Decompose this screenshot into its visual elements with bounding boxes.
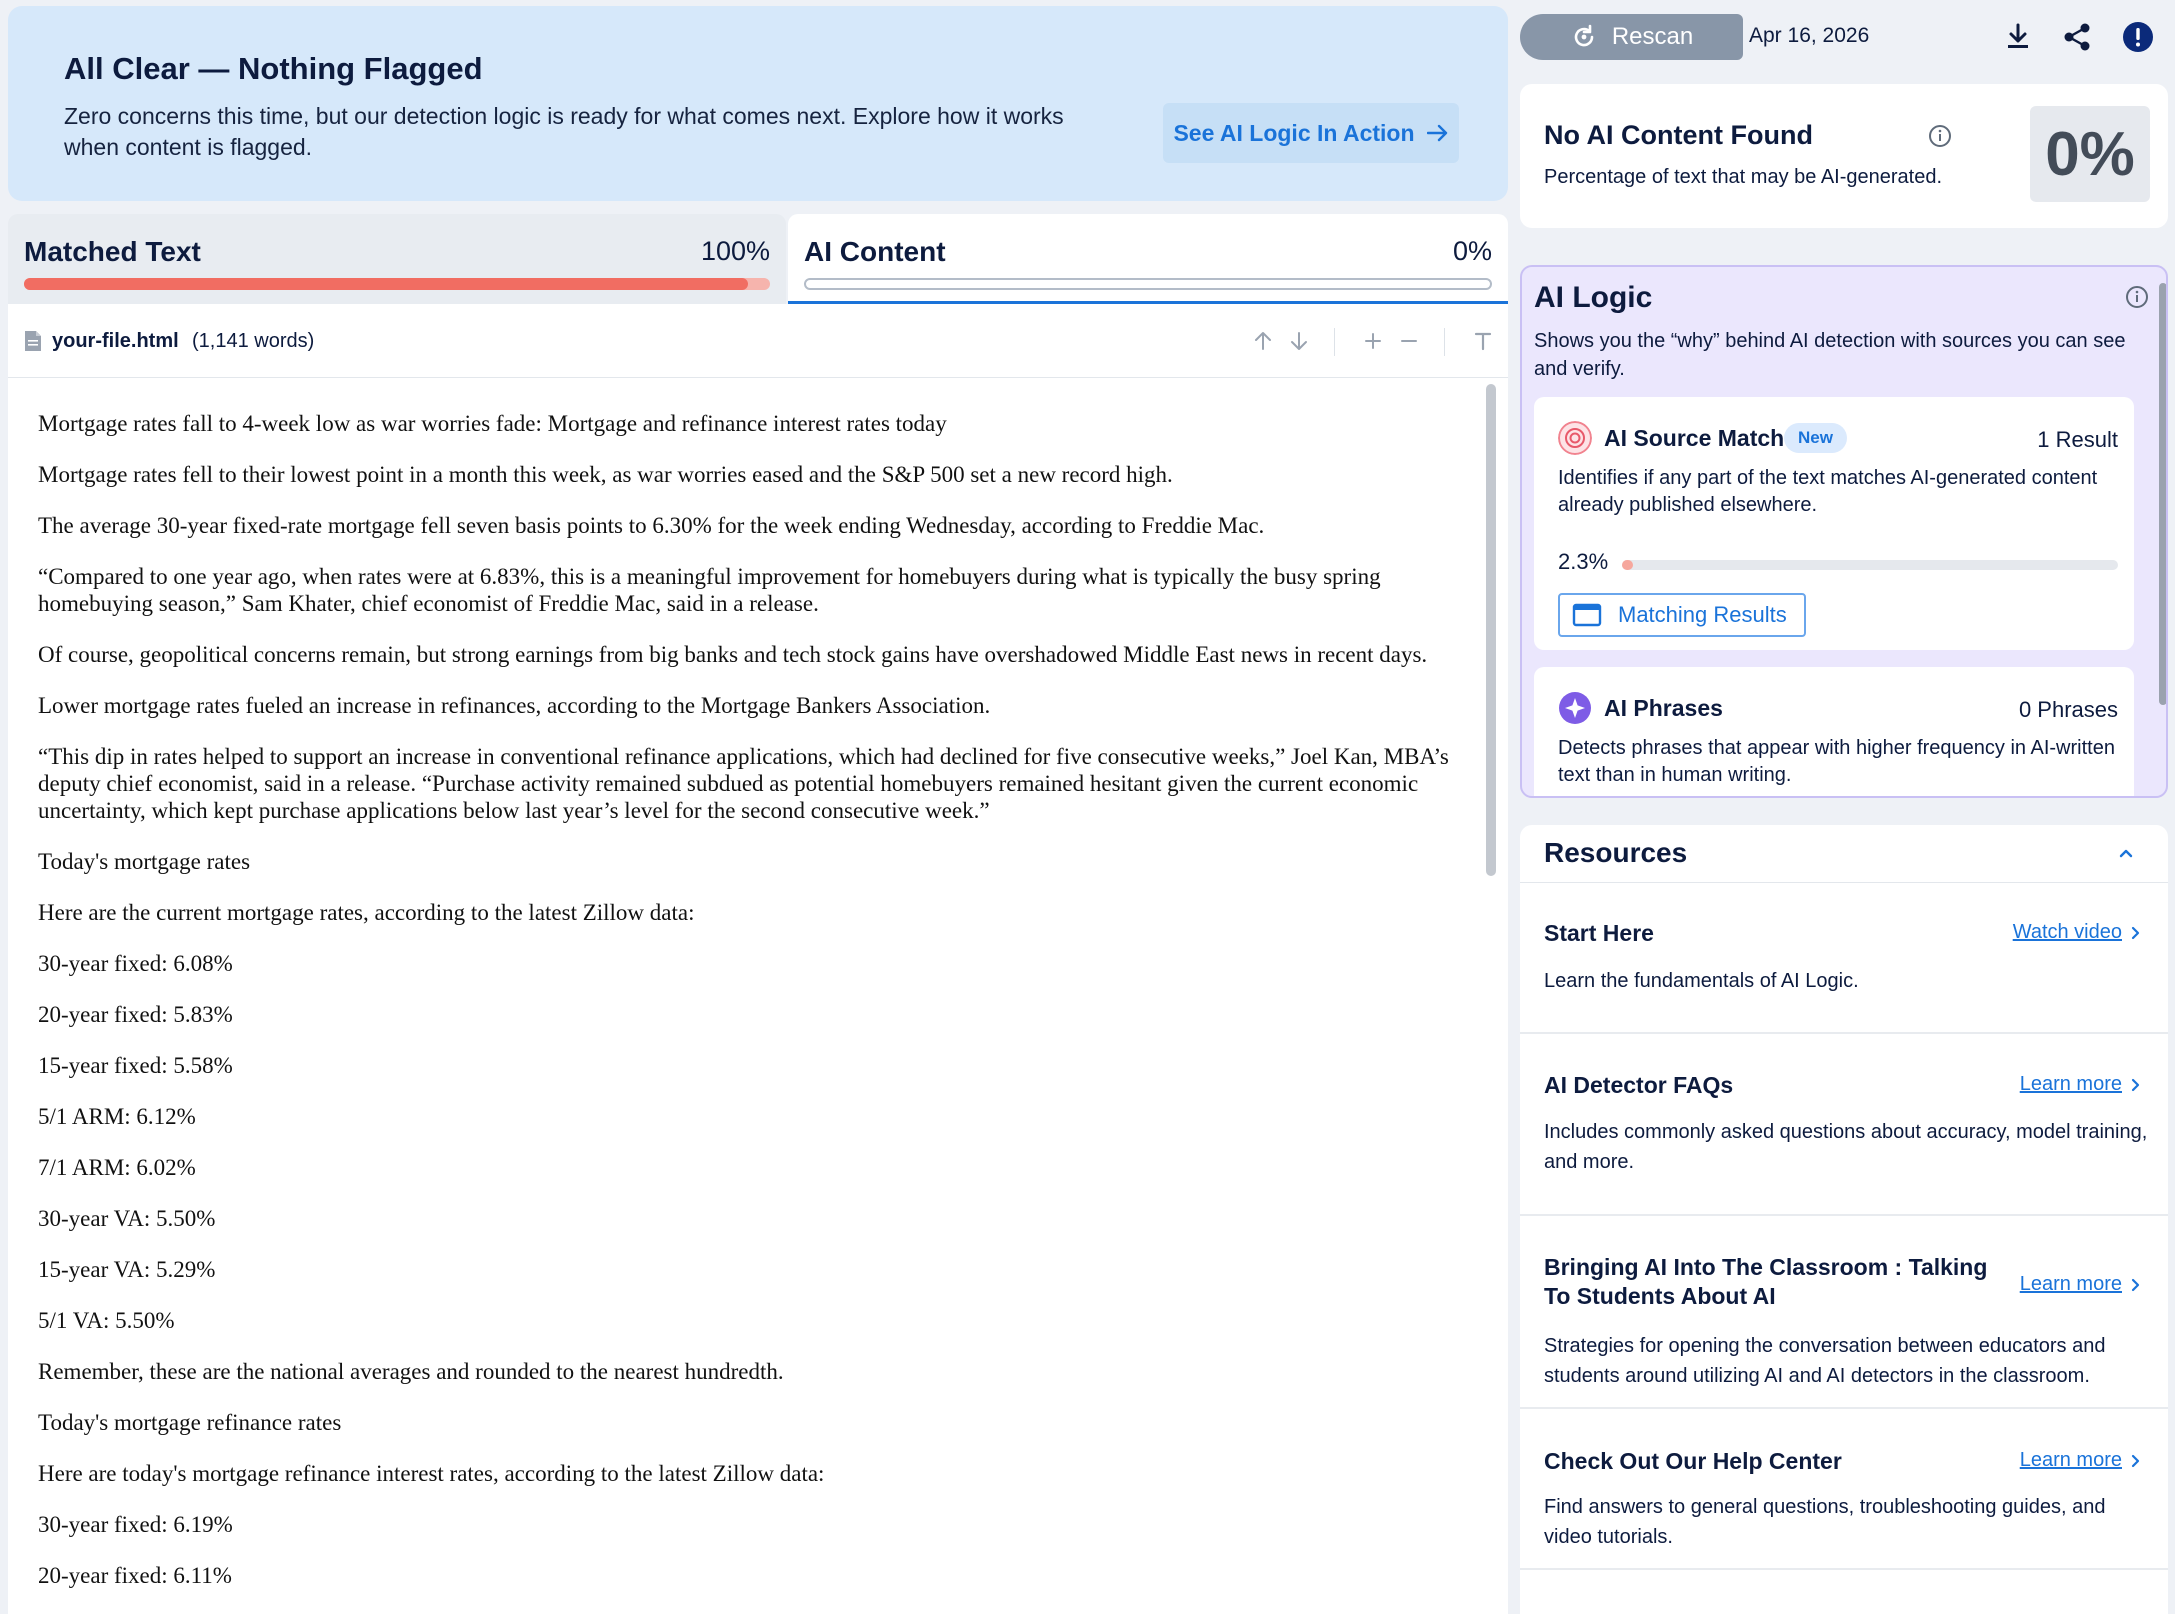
text-format-icon[interactable] <box>1470 328 1496 354</box>
toolbar-divider <box>1444 328 1445 356</box>
tab-matched-text[interactable] <box>8 214 786 304</box>
share-icon[interactable] <box>2060 20 2094 54</box>
resource-item <box>1520 1217 2168 1409</box>
document-paragraph: 30-year fixed: 6.19% <box>38 1512 233 1537</box>
matching-results-button[interactable] <box>1558 593 1806 637</box>
chevron-up-icon[interactable] <box>2114 841 2138 865</box>
source-match-title: AI Source Match <box>1604 425 1785 451</box>
chevron-right-icon <box>2130 925 2142 941</box>
summary-title: No AI Content Found <box>1544 120 1813 150</box>
document-paragraph: “Compared to one year ago, when rates were at 6.83%, this is a meaningful improvement for homebuyers during what is typically the busy spring homebuying season,” Sam Khater, chief economist of Freddie Mac, said in a release. <box>38 564 1381 616</box>
download-icon[interactable] <box>2001 20 2035 54</box>
resource-desc: Strategies for opening the conversation between educators and students around utilizing AI and AI detectors in the classroom. <box>1544 1335 2106 1387</box>
new-badge: New <box>1784 423 1847 453</box>
chevron-right-icon <box>2130 1277 2142 1293</box>
document-panel <box>8 304 1508 1614</box>
resources-card <box>1520 825 2168 1614</box>
document-paragraph: Today's mortgage rates <box>38 849 251 874</box>
arrow-up-icon[interactable] <box>1250 328 1276 354</box>
info-icon[interactable] <box>1928 124 1952 148</box>
ai-phrases-title: AI Phrases <box>1604 695 1723 721</box>
resource-desc: Includes commonly asked questions about accuracy, model training, and more. <box>1544 1121 2148 1173</box>
document-paragraph: 5/1 VA: 5.50% <box>38 1308 175 1333</box>
document-paragraph: 7/1 ARM: 6.02% <box>38 1155 196 1180</box>
resource-desc: Find answers to general questions, troubleshooting guides, and video tutorials. <box>1544 1496 2106 1548</box>
zoom-in-icon[interactable] <box>1360 328 1386 354</box>
resource-link[interactable] <box>2020 1273 2142 1296</box>
resource-title: Check Out Our Help Center <box>1544 1448 1842 1474</box>
rescan-label: Rescan <box>1611 23 1694 50</box>
tab-ai-label: AI Content <box>804 236 946 267</box>
see-ai-logic-label: See AI Logic In Action <box>1173 119 1415 146</box>
resource-link-label: Learn more <box>2019 1449 2122 1471</box>
resource-link-label: Learn more <box>2019 1273 2122 1295</box>
result-tabs <box>8 214 1508 304</box>
ai-logic-title: AI Logic <box>1534 281 1653 314</box>
ai-phrases-desc: Detects phrases that appear with higher frequency in AI-written text than in human writing. <box>1558 737 2115 786</box>
source-match-bar <box>1622 560 2118 570</box>
document-paragraph: 30-year VA: 5.50% <box>38 1206 216 1231</box>
ai-source-match-card <box>1534 397 2134 650</box>
chevron-right-icon <box>2130 1077 2142 1093</box>
ai-phrases-card <box>1534 667 2134 798</box>
word-count: (1,141 words) <box>192 330 315 352</box>
ai-logic-card <box>1520 265 2168 798</box>
arrow-down-icon[interactable] <box>1286 328 1312 354</box>
scan-date: Apr 16, 2026 <box>1749 24 1870 47</box>
document-paragraph: 5/1 ARM: 6.12% <box>38 1104 196 1129</box>
resource-link-label: Watch video <box>2012 921 2122 943</box>
resources-title: Resources <box>1544 837 1688 868</box>
banner-title: All Clear — Nothing Flagged <box>64 51 483 86</box>
document-paragraph: Today's mortgage refinance rates <box>38 1410 342 1435</box>
sparkle-icon <box>1558 691 1592 725</box>
document-scrollbar[interactable] <box>1486 384 1496 876</box>
info-icon[interactable] <box>2125 285 2149 309</box>
tab-matched-pct: 100% <box>700 236 770 266</box>
rescan-button[interactable] <box>1520 14 1743 60</box>
alert-icon[interactable] <box>2121 20 2155 54</box>
resource-item <box>1520 883 2168 1034</box>
document-paragraph: 15-year VA: 5.29% <box>38 1257 216 1282</box>
banner-text: Zero concerns this time, but our detection logic is ready for what comes next. Explore how it works when content is flagged. <box>64 103 1064 160</box>
ai-summary-card <box>1520 84 2168 228</box>
matched-progress-bar <box>24 278 770 290</box>
tab-ai-pct: 0% <box>1452 236 1492 266</box>
document-text <box>38 410 1478 1613</box>
resource-link[interactable] <box>2013 921 2142 944</box>
ai-logic-subtitle: Shows you the “why” behind AI detection with sources you can see and verify. <box>1534 330 2126 380</box>
chevron-right-icon <box>2130 1453 2142 1469</box>
source-match-desc: Identifies if any part of the text matches AI-generated content already published elsewhere. <box>1558 467 2098 516</box>
source-match-icon <box>1558 421 1592 455</box>
document-paragraph: Here are the current mortgage rates, according to the latest Zillow data: <box>38 900 695 925</box>
document-paragraph: Here are today's mortgage refinance interest rates, according to the latest Zillow data: <box>38 1461 825 1486</box>
arrow-right-icon <box>1427 124 1449 142</box>
document-paragraph: “This dip in rates helped to support an increase in conventional refinance applications, which had declined for five consecutive weeks,” Joel Kan, MBA’s deputy chief economist, said in a release. “Purchase activity remained subdued as potential homebuyers remained hesitant given the current economic uncertainty, which kept purchase applications below last year’s level for the second consecutive week.” <box>38 744 1449 823</box>
resources-header[interactable] <box>1520 825 2168 883</box>
refresh-icon <box>1570 23 1598 51</box>
resource-title: Bringing AI Into The Classroom : Talking To Students About AI <box>1544 1254 1988 1309</box>
source-match-bar-fill <box>1622 560 1633 570</box>
zoom-out-icon[interactable] <box>1396 328 1422 354</box>
resource-link[interactable] <box>2020 1449 2142 1472</box>
toolbar-divider <box>1334 328 1335 356</box>
document-paragraph: Lower mortgage rates fueled an increase in refinances, according to the Mortgage Bankers Association. <box>38 693 991 718</box>
document-paragraph: Mortgage rates fall to 4-week low as war worries fade: Mortgage and refinance interest rates today <box>38 411 947 436</box>
source-match-count: 1 Result <box>2037 427 2118 452</box>
matching-results-label: Matching Results <box>1618 602 1787 627</box>
document-paragraph: 20-year fixed: 6.11% <box>38 1563 232 1588</box>
document-paragraph: 15-year fixed: 5.58% <box>38 1053 233 1078</box>
document-toolbar <box>8 304 1508 378</box>
resource-link[interactable] <box>2020 1073 2142 1096</box>
resource-desc: Learn the fundamentals of AI Logic. <box>1544 970 1859 992</box>
window-icon <box>1572 602 1602 628</box>
summary-subtitle: Percentage of text that may be AI-generated. <box>1544 166 1943 188</box>
tab-ai-content[interactable] <box>788 214 1508 304</box>
ai-phrases-count: 0 Phrases <box>2018 697 2118 722</box>
ai-score: 0% <box>2030 106 2150 202</box>
ai-logic-scrollbar[interactable] <box>2159 283 2167 705</box>
all-clear-banner <box>8 6 1508 201</box>
resource-item <box>1520 1035 2168 1216</box>
resource-title: Start Here <box>1544 920 1654 946</box>
document-paragraph: Remember, these are the national averages and rounded to the nearest hundredth. <box>38 1359 784 1384</box>
document-paragraph: 20-year fixed: 5.83% <box>38 1002 233 1027</box>
ai-progress-bar <box>804 278 1492 290</box>
document-paragraph: Of course, geopolitical concerns remain, but strong earnings from big banks and tech stock gains have overshadowed Middle East news in recent days. <box>38 642 1428 667</box>
resource-title: AI Detector FAQs <box>1544 1072 1734 1098</box>
see-ai-logic-button[interactable] <box>1163 103 1459 163</box>
document-paragraph: Mortgage rates fell to their lowest point in a month this week, as war worries eased and the S&P 500 set a new record high. <box>38 462 1173 487</box>
resource-item <box>1520 1410 2168 1570</box>
document-paragraph: 30-year fixed: 6.08% <box>38 951 233 976</box>
matched-progress-fill <box>24 278 748 290</box>
file-icon <box>24 330 42 352</box>
resource-link-label: Learn more <box>2019 1073 2122 1095</box>
file-name: your-file.html <box>52 330 179 352</box>
source-match-pct: 2.3% <box>1558 549 1609 574</box>
sidebar-topbar <box>1512 14 2175 60</box>
tab-matched-label: Matched Text <box>24 236 201 267</box>
document-paragraph: The average 30-year fixed-rate mortgage fell seven basis points to 6.30% for the week ending Wednesday, according to Freddie Mac. <box>38 513 1265 538</box>
sidebar <box>1512 0 2175 1614</box>
